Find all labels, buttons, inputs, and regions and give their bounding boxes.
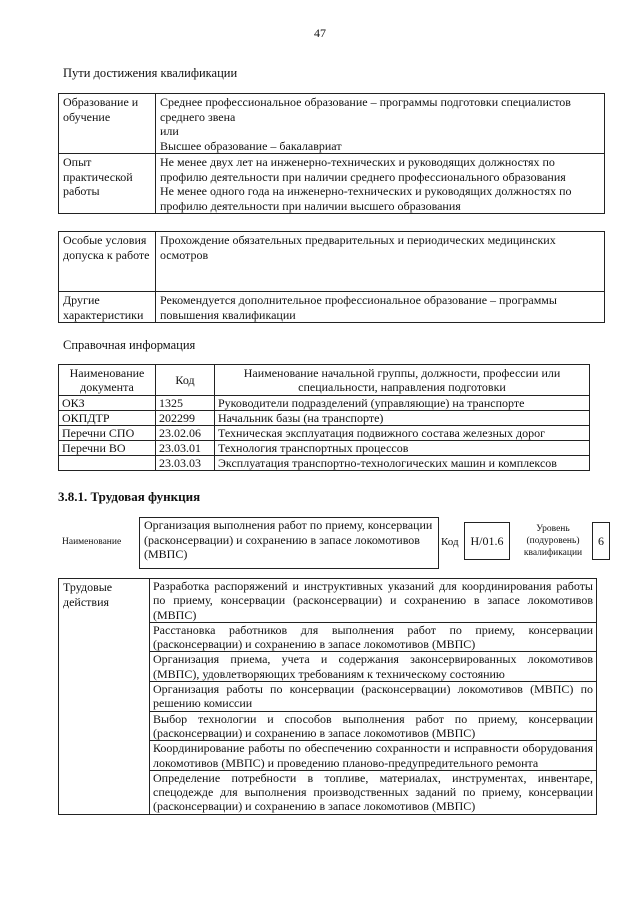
labor-actions-table (58, 578, 597, 815)
table-row (59, 232, 605, 292)
labor-action-item: Организация работы по консервации (расконсервации) локомотивов (МВПС) по решению комиссии (150, 682, 597, 712)
education-experience-table (58, 93, 605, 214)
cell-code: 23.03.03 (156, 456, 215, 471)
reference-table (58, 364, 590, 471)
table-row (59, 94, 605, 154)
cell-name: Эксплуатация транспортно-технологических машин и комплексов (215, 456, 590, 471)
table-row (59, 441, 590, 456)
row-label: Особые условия допуска к работе (59, 232, 156, 292)
labor-action-item: Выбор технологии и способов выполнения работ по приему, консервации (расконсервации) и сохранению в запасе локомотивов (МВПС) (150, 711, 597, 741)
cell-code: 23.02.06 (156, 426, 215, 441)
labor-action-item: Расстановка работников для выполнения работ по приему, консервации (расконсервации) и сохранению в запасе локомотивов (МВПС) (150, 622, 597, 652)
content-line: Высшее образование – бакалавриат (160, 138, 342, 153)
function-name-box: Организация выполнения работ по приему, консервации (расконсервации) и сохранению в запасе локомотивов (МВПС) (139, 517, 439, 569)
cell-name: Начальник базы (на транспорте) (215, 411, 590, 426)
labor-actions-label: Трудовые действия (59, 579, 150, 815)
labor-action-item: Координирование работы по обеспечению сохранности и исправности оборудования локомотивов (МВПС) и проведению планово-предупредительного ремонта (150, 741, 597, 771)
cell-name: Технология транспортных процессов (215, 441, 590, 456)
row-label: Образование и обучение (59, 94, 156, 154)
table-row (59, 426, 590, 441)
function-code-box: Н/01.6 (464, 522, 510, 560)
row-label: Опыт практической работы (59, 154, 156, 214)
cell-code: 1325 (156, 396, 215, 411)
cell-document: Перечни ВО (59, 441, 156, 456)
cell-name: Техническая эксплуатация подвижного состава железных дорог (215, 426, 590, 441)
level-value-box: 6 (592, 522, 610, 560)
labor-action-item: Организация приема, учета и содержания законсервированных локомотивов (МВПС), удовлетворяющих требованиям к техническому состоянию (150, 652, 597, 682)
cell-code: 23.03.01 (156, 441, 215, 456)
table-row (59, 292, 605, 323)
table-row (59, 411, 590, 426)
name-label: Наименование (62, 537, 122, 547)
row-content (156, 154, 605, 214)
table-header-row (59, 365, 590, 396)
content-line: Среднее профессиональное образование – программы подготовки специалистов среднего звена (160, 95, 571, 124)
table-row (59, 456, 590, 471)
cell-document: Перечни СПО (59, 426, 156, 441)
section-title-reference: Справочная информация (63, 338, 196, 352)
section-title-qualification-paths: Пути достижения квалификации (63, 66, 238, 80)
cell-document: ОКПДТР (59, 411, 156, 426)
table-row (59, 579, 597, 623)
row-content: Рекомендуется дополнительное профессиональное образование – программы повышения квалификации (156, 292, 605, 323)
table-row (59, 154, 605, 214)
header-name: Наименование начальной группы, должности, профессии или специальности, направления подготовки (215, 365, 590, 396)
cell-name: Руководители подразделений (управляющие) на транспорте (215, 396, 590, 411)
labor-action-item: Разработка распоряжений и инструктивных указаний для координирования работы по приему, консервации (расконсервации) и сохранению в запасе локомотивов (МВПС) (150, 579, 597, 623)
header-document: Наименование документа (59, 365, 156, 396)
row-content: Прохождение обязательных предварительных и периодических медицинских осмотров (156, 232, 605, 292)
content-line: или (160, 124, 179, 138)
cell-document: ОКЗ (59, 396, 156, 411)
labor-action-item: Определение потребности в топливе, материалах, инструментах, инвентаре, спецодежде для выполнения производственных заданий по приему, консервации (расконсервации) и сохранению в запасе локомотивов (МВПС) (150, 770, 597, 814)
table-row (59, 396, 590, 411)
admission-conditions-table (58, 231, 605, 323)
row-label: Другие характеристики (59, 292, 156, 323)
cell-code: 202299 (156, 411, 215, 426)
level-label: Уровень (подуровень) квалификации (523, 524, 583, 558)
row-content (156, 94, 605, 154)
content-line: Не менее двух лет на инженерно-технических и руководящих должностях по профилю деятельности при наличии среднего профессионального образования (160, 155, 566, 184)
cell-document (59, 456, 156, 471)
page-number: 47 (314, 26, 326, 40)
section-title-labor-function: 3.8.1. Трудовая функция (58, 489, 201, 504)
code-label: Код (441, 536, 459, 548)
content-line: Не менее одного года на инженерно-технических и руководящих должностях по профилю деятельности при наличии высшего образования (160, 184, 572, 213)
header-code: Код (156, 365, 215, 396)
